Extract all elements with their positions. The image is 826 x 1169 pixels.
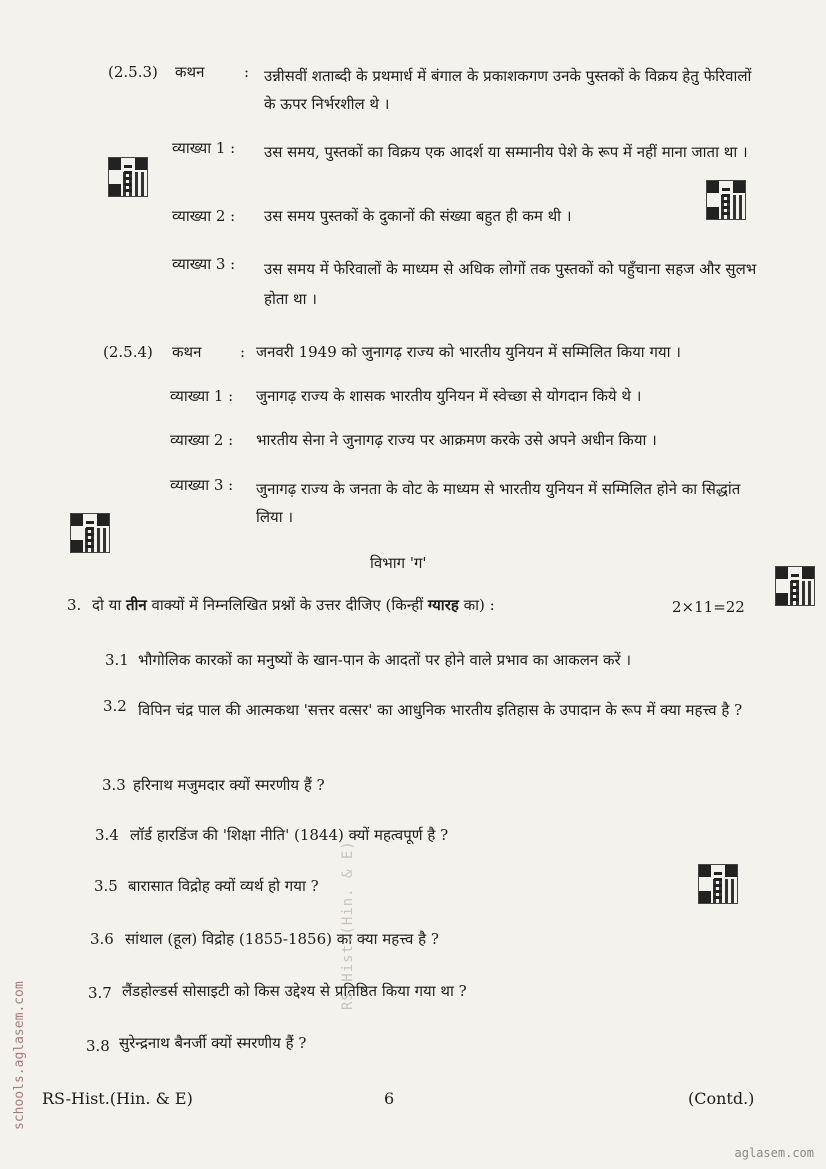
q3-prompt bbox=[92, 595, 495, 615]
qr-code-icon bbox=[775, 566, 815, 606]
q253-statement: उन्नीसवीं शताब्दी के प्रथमार्ध में बंगाल के प्रकाशकगण उनके पुस्तकों के विक्रय हेतु फेरिवालों के ऊपर निर्भरशील थे । bbox=[264, 67, 752, 113]
q3-item-text: भौगोलिक कारकों का मनुष्यों के खान-पान के आदतों पर होने वाले प्रभाव का आकलन करें । bbox=[138, 651, 632, 669]
center-watermark: RS-Hist.(Hin. & E) bbox=[340, 840, 356, 1010]
q253-exp2-label: व्याख्या 2 : bbox=[172, 207, 236, 225]
q3-item-text: बारासात विद्रोह क्यों व्यर्थ हो गया ? bbox=[128, 877, 319, 895]
q254-statement: जनवरी 1949 को जुनागढ़ राज्य को भारतीय युनियन में सम्मिलित किया गया । bbox=[256, 343, 681, 361]
q254-number: (2.5.4) bbox=[103, 343, 153, 361]
q3-item-number: 3.5 bbox=[94, 877, 118, 895]
q254-label: कथन bbox=[172, 343, 202, 361]
q253-number: (2.5.3) bbox=[108, 63, 158, 81]
qr-code-icon bbox=[706, 180, 746, 220]
q3-prompt-b: तीन bbox=[126, 596, 147, 614]
q254-exp2: भारतीय सेना ने जुनागढ़ राज्य पर आक्रमण करके उसे अपने अधीन किया । bbox=[256, 431, 657, 449]
q3-item-number: 3.1 bbox=[105, 651, 129, 669]
q254-exp2-label: व्याख्या 2 : bbox=[170, 431, 234, 449]
q3-item-number: 3.3 bbox=[102, 776, 126, 794]
q254-colon: : bbox=[240, 343, 246, 361]
q253-colon: : bbox=[244, 63, 250, 81]
footer-page-number: 6 bbox=[384, 1089, 395, 1108]
q253-exp3-label: व्याख्या 3 : bbox=[172, 255, 236, 273]
q3-item-text: लैंडहोल्डर्स सोसाइटी को किस उद्देश्य से प्रतिष्ठित किया गया था ? bbox=[122, 982, 467, 1000]
q254-exp1-label: व्याख्या 1 : bbox=[170, 387, 234, 405]
q253-exp2: उस समय पुस्तकों के दुकानों की संख्या बहुत ही कम थी । bbox=[264, 207, 572, 225]
q3-item-text: सांथाल (हूल) विद्रोह (1855-1856) का क्या महत्त्व है ? bbox=[125, 930, 439, 948]
q253-exp1: उस समय, पुस्तकों का विक्रय एक आदर्श या सम्मानीय पेशे के रूप में नहीं माना जाता था । bbox=[264, 143, 748, 161]
q3-number: 3. bbox=[67, 596, 82, 614]
q3-prompt-a: दो या bbox=[92, 596, 122, 614]
qr-code-icon bbox=[108, 157, 148, 197]
q3-item-text: विपिन चंद्र पाल की आत्मकथा 'सत्तर वत्सर' का आधुनिक भारतीय इतिहास के उपादान के रूप में क्या महत्त्व है ? bbox=[138, 701, 743, 719]
footer-paper-code: RS-Hist.(Hin. & E) bbox=[42, 1089, 193, 1108]
q253-label: कथन bbox=[175, 63, 205, 81]
footer-contd: (Contd.) bbox=[688, 1089, 755, 1108]
q3-item-number: 3.6 bbox=[90, 930, 114, 948]
q3-prompt-c: वाक्यों में निम्नलिखित प्रश्नों के उत्तर दीजिए (किन्हीं bbox=[151, 596, 424, 614]
q254-exp3: जुनागढ़ राज्य के जनता के वोट के माध्यम से भारतीय युनियन में सम्मिलित होने का सिद्धांत लिया । bbox=[256, 480, 741, 526]
bottom-watermark: aglasem.com bbox=[734, 1146, 814, 1160]
q3-item-text: सुरेन्द्रनाथ बैनर्जी क्यों स्मरणीय हैं ? bbox=[119, 1034, 307, 1052]
q253-exp1-label: व्याख्या 1 : bbox=[172, 139, 236, 157]
q254-exp1: जुनागढ़ राज्य के शासक भारतीय युनियन में स्वेच्छा से योगदान किये थे । bbox=[256, 387, 642, 405]
qr-code-icon bbox=[70, 513, 110, 553]
qr-code-icon bbox=[698, 864, 738, 904]
q3-item-text: लॉर्ड हारडिंज की 'शिक्षा नीति' (1844) क्यों महत्वपूर्ण है ? bbox=[130, 826, 449, 844]
q3-item-number: 3.4 bbox=[95, 826, 119, 844]
section-title: विभाग 'ग' bbox=[370, 554, 427, 572]
q3-marks: 2×11=22 bbox=[672, 598, 745, 616]
q253-exp3: उस समय में फेरिवालों के माध्यम से अधिक लोगों तक पुस्तकों को पहुँचाना सहज और सुलभ होता था । bbox=[264, 260, 757, 308]
q3-prompt-e: का) : bbox=[463, 596, 495, 614]
q3-item-number: 3.8 bbox=[86, 1037, 110, 1055]
q3-item-number: 3.2 bbox=[103, 697, 127, 715]
side-watermark: schools.aglasem.com bbox=[12, 981, 27, 1130]
q3-item-text: हरिनाथ मजुमदार क्यों स्मरणीय हैं ? bbox=[133, 776, 325, 794]
q3-item-number: 3.7 bbox=[88, 984, 112, 1002]
q3-prompt-d: ग्यारह bbox=[427, 596, 459, 614]
q254-exp3-label: व्याख्या 3 : bbox=[170, 476, 234, 494]
